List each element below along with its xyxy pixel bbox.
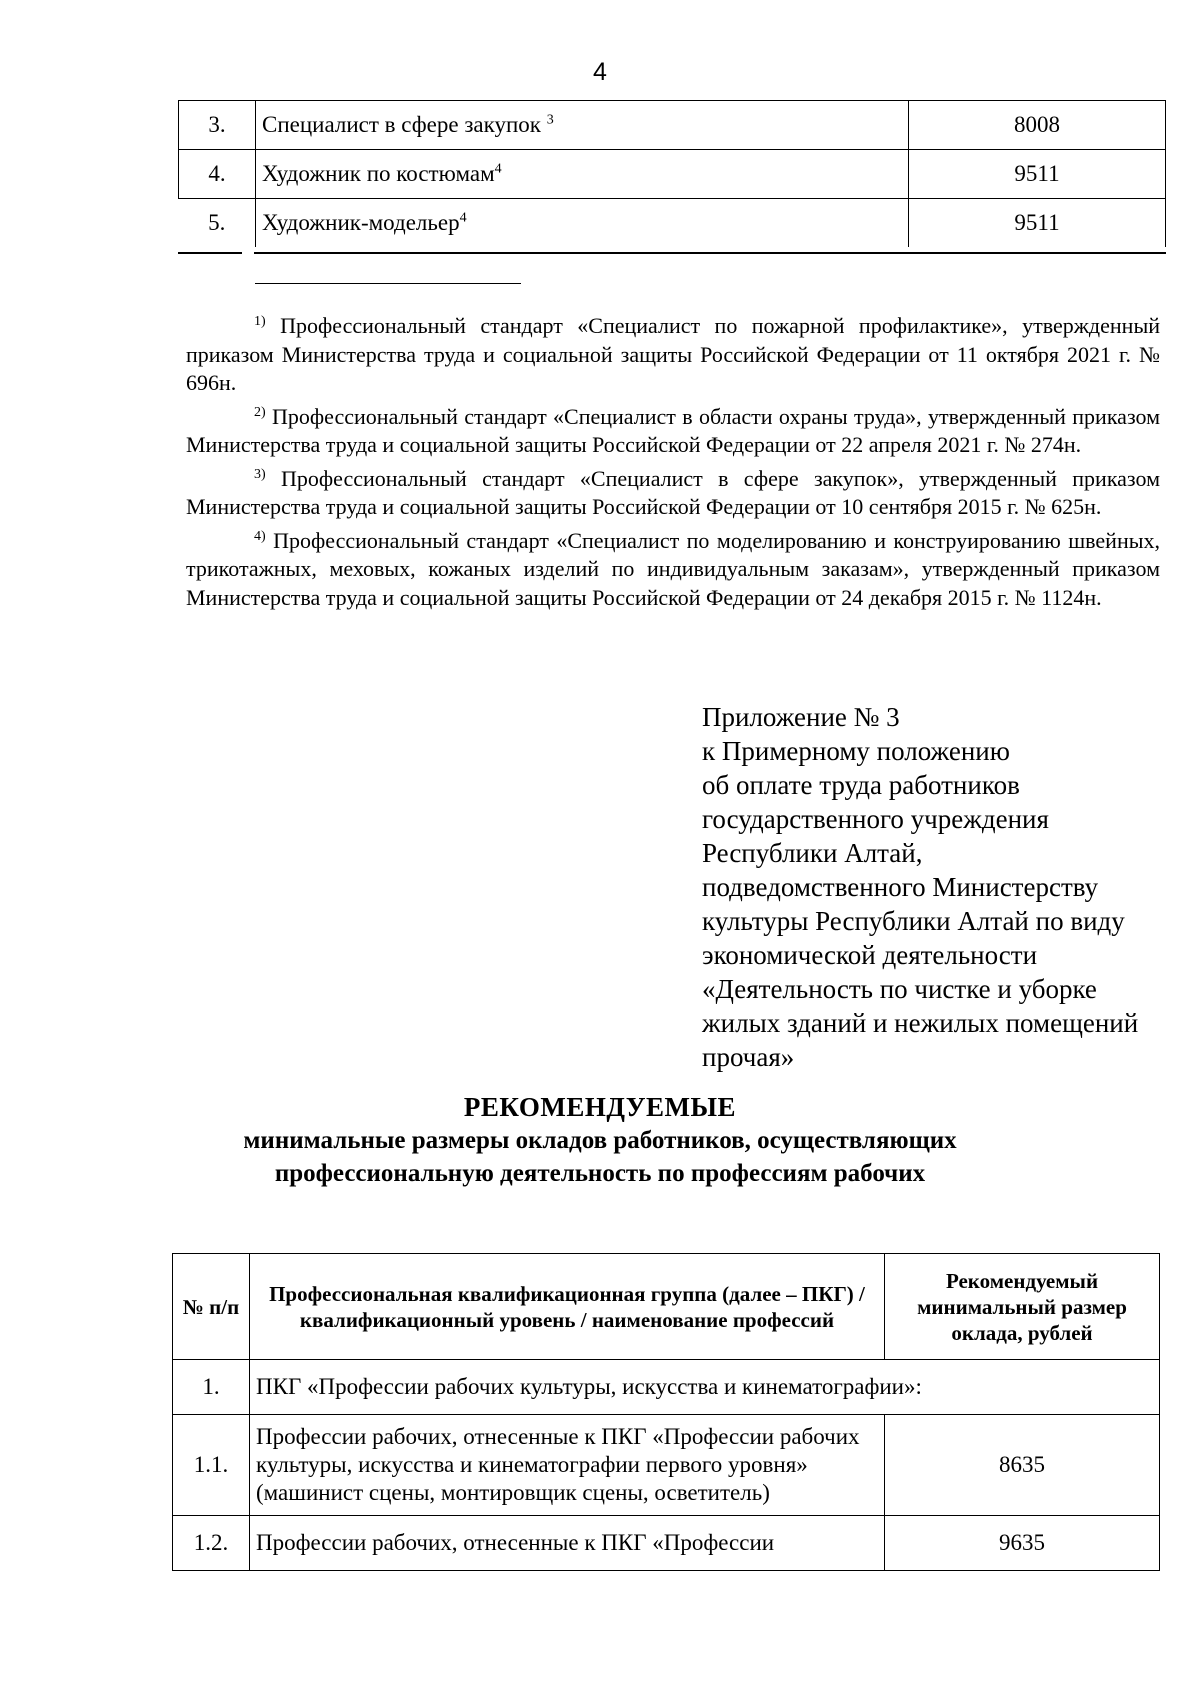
- appendix-line: к Примерному положению: [702, 736, 1010, 766]
- appendix-line: Республики Алтай,: [702, 838, 923, 868]
- table-row: [173, 1360, 1160, 1415]
- salary-value: 8008: [909, 101, 1166, 150]
- position-name: Специалист в сфере закупок $^3$: [256, 101, 909, 150]
- group-name: Профессии рабочих, отнесенные к ПКГ «Профессии рабочих культуры, искусства и кинематографии первого уровня» (машинист сцены, монтировщик сцены, осветитель): [250, 1415, 885, 1516]
- table-row: [173, 1516, 1160, 1571]
- group-name: ПКГ «Профессии рабочих культуры, искусства и кинематографии»:: [250, 1360, 1160, 1415]
- footnote-ref: 4: [459, 210, 467, 226]
- appendix-line: жилых зданий и нежилых помещений: [702, 1008, 1139, 1038]
- table-row: [179, 150, 1166, 199]
- page-number: 4: [593, 58, 607, 86]
- footnote-ref: 4: [494, 161, 502, 177]
- appendix-line: «Деятельность по чистке и уборке: [702, 974, 1097, 1004]
- row-number: 1.2.: [173, 1516, 250, 1571]
- header-number: № п/п: [173, 1254, 250, 1360]
- footnote-separator: [255, 283, 521, 284]
- table-header-row: [173, 1254, 1160, 1360]
- worker-salary-table: [172, 1253, 1160, 1571]
- appendix-line: культуры Республики Алтай по виду: [702, 906, 1125, 936]
- table-cut-line: [178, 252, 242, 254]
- position-name: Художник-модельер$^4$: [256, 199, 909, 248]
- footnote: $^{4)}$ Профессиональный стандарт «Специалист по моделированию и конструированию швейных, трикотажных, меховых, кожаных изделий по индивидуальным заказам», утвержденный приказом Министерства труда и социальной защиты Российской Федерации от 24 декабря 2015 г. № 1124н.: [186, 527, 1160, 610]
- appendix-line: государственного учреждения: [702, 804, 1049, 834]
- row-number: 1.1.: [173, 1415, 250, 1516]
- row-number: 5.: [179, 199, 256, 248]
- table-cut-line: [254, 252, 1166, 254]
- title-line: минимальные размеры окладов работников, осуществляющих: [243, 1127, 957, 1154]
- title-line: профессиональную деятельность по профессиям рабочих: [274, 1160, 926, 1187]
- appendix-line: об оплате труда работников: [702, 770, 1020, 800]
- table-row: [179, 199, 1166, 248]
- footnotes: [186, 308, 1160, 613]
- title-main: РЕКОМЕНДУЕМЫЕ: [463, 1092, 737, 1122]
- footnote-mark: 4): [254, 528, 266, 544]
- footnote-ref: 3: [546, 112, 554, 128]
- table-row: [179, 101, 1166, 150]
- footnote-mark: 2): [254, 404, 266, 420]
- appendix-line: прочая»: [702, 1042, 795, 1072]
- footnote: $^{1)}$ Профессиональный стандарт «Специалист по пожарной профилактике», утвержденный приказом Министерства труда и социальной защиты Российской Федерации от 11 октября 2021 г. № 696н.: [186, 313, 1160, 395]
- row-number: 4.: [179, 150, 256, 199]
- row-number: 1.: [173, 1360, 250, 1415]
- salary-value: 9511: [909, 150, 1166, 199]
- header-salary: Рекомендуемый минимальный размер оклада, рублей: [885, 1254, 1160, 1360]
- salary-value: 8635: [885, 1415, 1160, 1516]
- header-group: Профессиональная квалификационная группа (далее – ПКГ) / квалификационный уровень / наименование профессий: [250, 1254, 885, 1360]
- appendix-line: Приложение № 3: [702, 702, 900, 732]
- appendix-line: подведомственного Министерству: [702, 872, 1099, 902]
- salary-value: 9635: [885, 1516, 1160, 1571]
- footnote: $^{2)}$ Профессиональный стандарт «Специалист в области охраны труда», утвержденный приказом Министерства труда и социальной защиты Российской Федерации от 22 апреля 2021 г. № 274н.: [186, 403, 1161, 457]
- footnote-mark: 3): [254, 466, 266, 482]
- footnote-mark: 1): [254, 314, 266, 329]
- table-row: [173, 1415, 1160, 1516]
- salary-value: 9511: [909, 199, 1166, 248]
- position-name: Художник по костюмам$^4$: [256, 150, 909, 199]
- footnote: $^{3)}$ Профессиональный стандарт «Специалист в сфере закупок», утвержденный приказом Министерства труда и социальной защиты Российской Федерации от 10 сентября 2015 г. № 625н.: [186, 465, 1161, 519]
- document-title: [0, 1090, 1200, 1190]
- appendix-line: экономической деятельности: [702, 940, 1038, 970]
- row-number: 3.: [179, 101, 256, 150]
- group-name: Профессии рабочих, отнесенные к ПКГ «Профессии: [250, 1516, 885, 1571]
- staff-salary-table-continued: [178, 100, 1166, 247]
- appendix-heading: [702, 700, 1172, 1074]
